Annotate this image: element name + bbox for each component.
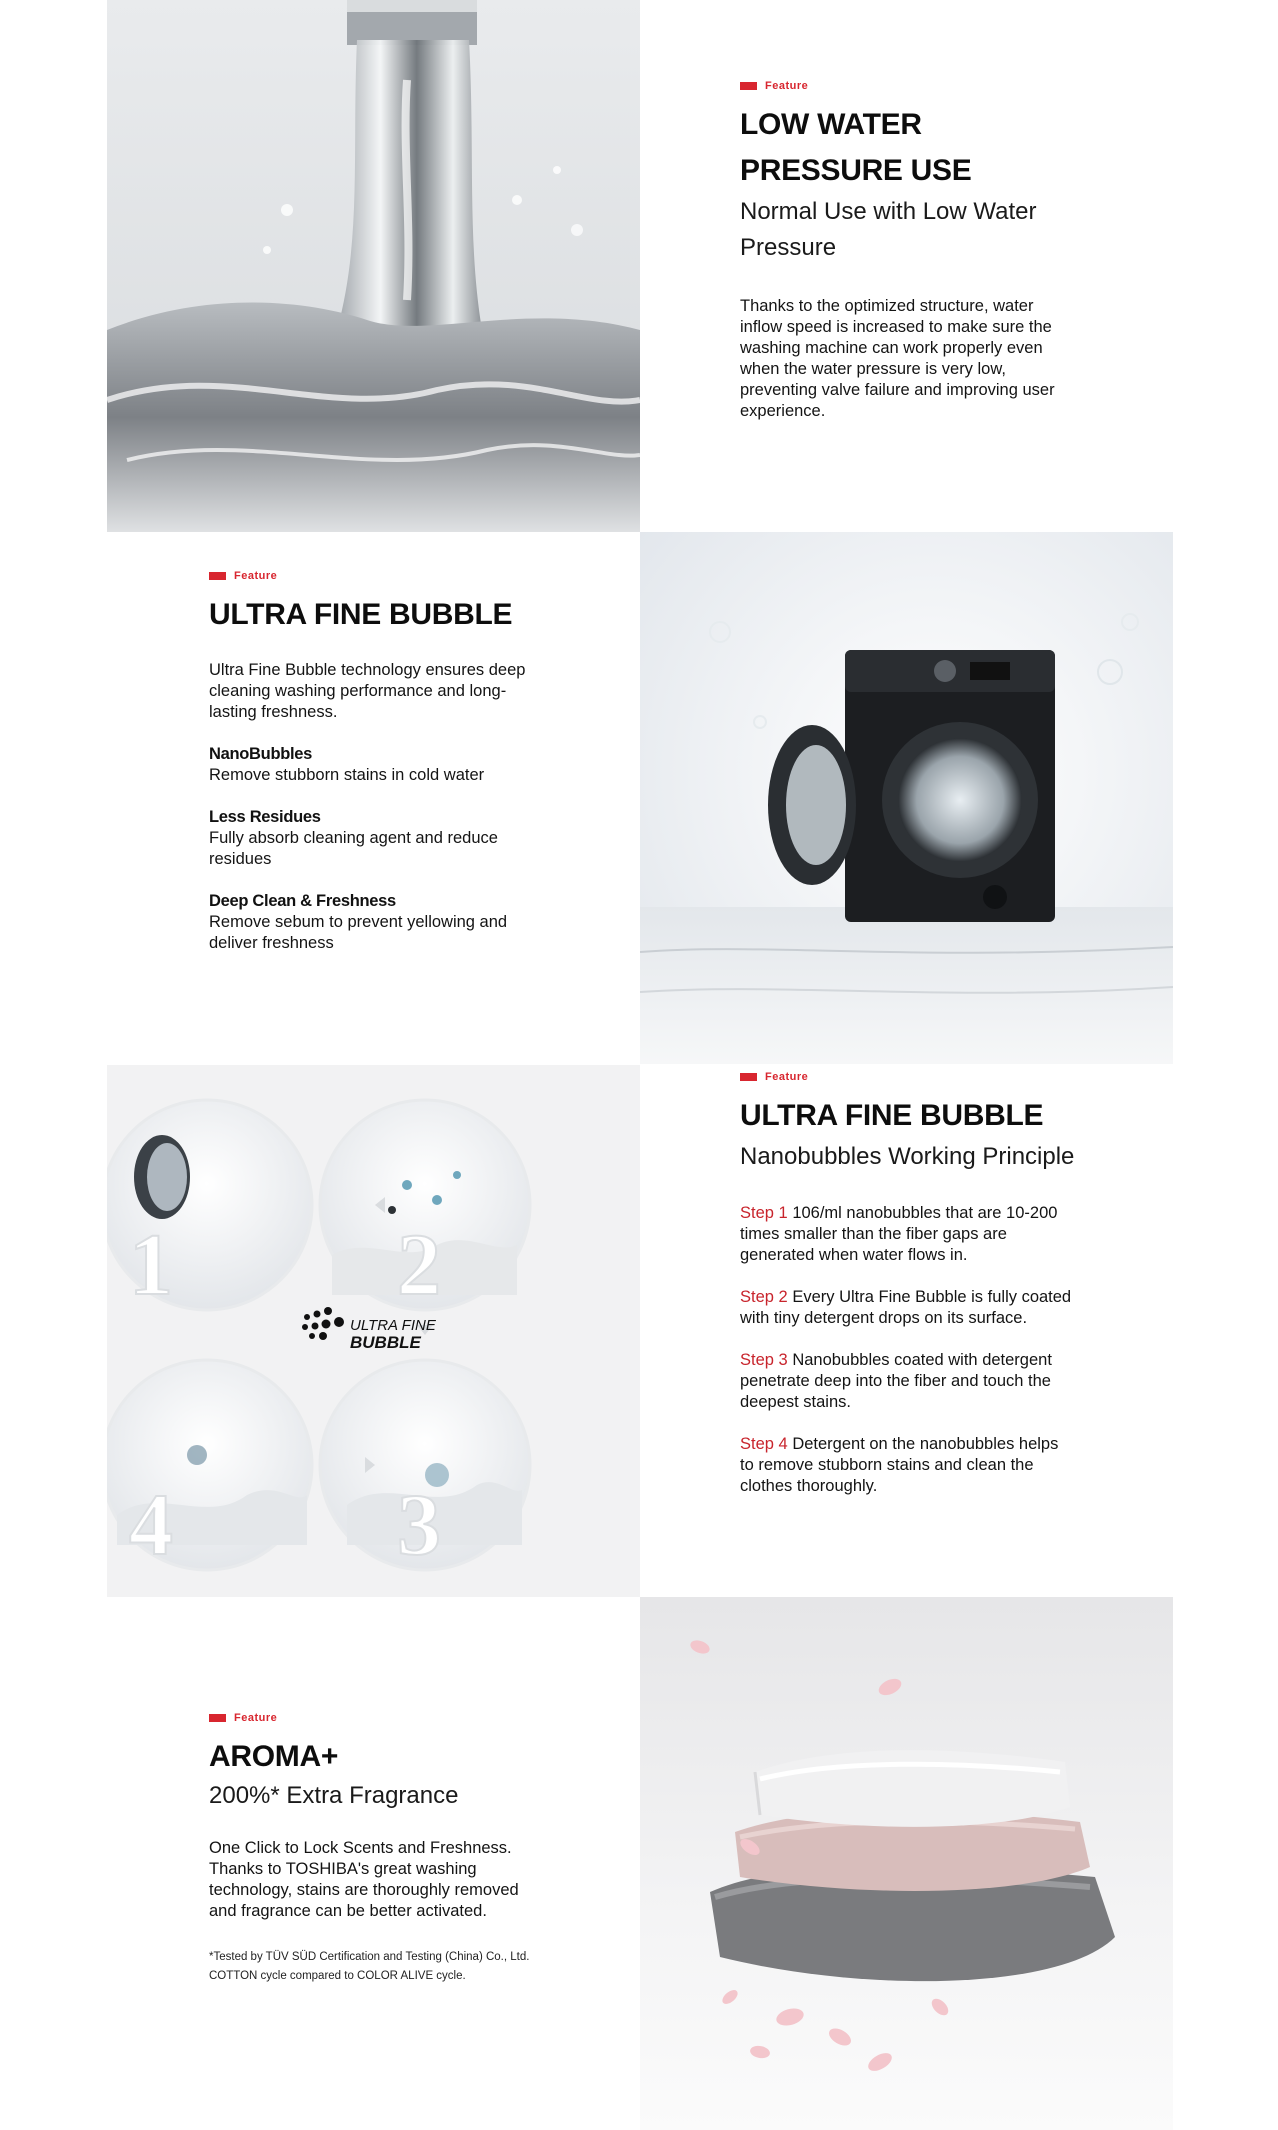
step-label: Step 1 [740, 1204, 788, 1222]
faucet-illustration [107, 0, 640, 532]
water-faucet-image [107, 0, 640, 532]
feature-tag-label: Feature [234, 1712, 278, 1724]
feature-tag-marker [740, 82, 757, 90]
step-text: 106/ml nanobubbles that are 10-200 times smaller than the fiber gaps are generated when water flows in. [740, 1204, 1058, 1264]
aroma-plus-text-panel [107, 1597, 640, 2130]
nanobubble-principle-section [107, 1065, 1173, 1597]
section-description: Ultra Fine Bubble technology ensures deep cleaning washing performance and long-lasting freshness. [209, 661, 526, 721]
section-title: LOW WATER PRESSURE USE [740, 108, 972, 187]
step-text: Every Ultra Fine Bubble is fully coated with tiny detergent drops on its surface. [740, 1288, 1072, 1327]
feature-tag-label: Feature [234, 570, 278, 582]
folded-clothes-illustration [640, 1597, 1173, 2130]
feature-tag-marker [740, 1073, 757, 1081]
section-subtitle: Normal Use with Low Water Pressure [740, 198, 1037, 261]
feature-tag [740, 80, 1075, 92]
feature-tag-marker [209, 572, 226, 580]
step-number-4: 4 [129, 1477, 173, 1574]
feature-tag [740, 1071, 1075, 1083]
section-title: AROMA+ [209, 1740, 339, 1773]
feature-tag-label: Feature [765, 80, 809, 92]
folded-clothes-image [640, 1597, 1173, 2130]
step-number-1: 1 [129, 1217, 173, 1314]
feature-tag-label: Feature [765, 1071, 809, 1083]
feature-item [209, 807, 539, 870]
feature-item-title: Deep Clean & Freshness [209, 892, 396, 910]
washing-machine-image [640, 532, 1173, 1064]
logo-line-2: BUBBLE [350, 1333, 421, 1352]
low-water-pressure-text-panel [640, 0, 1173, 532]
logo-line-1: ULTRA FINE [350, 1317, 436, 1334]
feature-item-text: Remove stubborn stains in cold water [209, 766, 485, 784]
step-item [740, 1350, 1075, 1413]
step-item [740, 1287, 1075, 1329]
section-description: Thanks to the optimized structure, water inflow speed is increased to make sure the washing machine can work properly even when the water pressure is very low, preventing valve failure and improving user experience. [740, 297, 1055, 420]
step-number-2: 2 [397, 1217, 441, 1314]
step-number-3: 3 [397, 1477, 441, 1574]
section-subtitle: Nanobubbles Working Principle [740, 1143, 1075, 1170]
section-title: ULTRA FINE BUBBLE [209, 598, 513, 631]
low-water-pressure-section [107, 0, 1173, 532]
washing-machine-illustration [640, 532, 1173, 1064]
test-footnote: *Tested by TÜV SÜD Certification and Testing (China) Co., Ltd. COTTON cycle compared to COLOR ALIVE cycle. [209, 1951, 530, 1982]
feature-item [209, 744, 539, 786]
aroma-plus-content [209, 1712, 539, 1986]
ultra-fine-bubble-content [209, 570, 539, 954]
section-title: ULTRA FINE BUBBLE [740, 1099, 1044, 1132]
feature-item-text: Fully absorb cleaning agent and reduce residues [209, 829, 498, 868]
step-label: Step 4 [740, 1435, 788, 1453]
low-water-pressure-content [740, 80, 1075, 422]
feature-item-title: Less Residues [209, 808, 321, 826]
step-text: Detergent on the nanobubbles helps to remove stubborn stains and clean the clothes thoroughly. [740, 1435, 1059, 1495]
aroma-plus-section [107, 1597, 1173, 2130]
section-description: One Click to Lock Scents and Freshness. Thanks to TOSHIBA's great washing technology, stains are thoroughly removed and fragrance can be better activated. [209, 1839, 519, 1920]
nanobubble-content [740, 1071, 1075, 1497]
step-text: Nanobubbles coated with detergent penetrate deep into the fiber and touch the deepest stains. [740, 1351, 1052, 1411]
section-subtitle: 200%* Extra Fragrance [209, 1782, 459, 1809]
nanobubble-diagram [107, 1065, 640, 1597]
step-item [740, 1434, 1075, 1497]
ultra-fine-bubble-section [107, 532, 1173, 1064]
step-label: Step 3 [740, 1351, 788, 1369]
step-label: Step 2 [740, 1288, 788, 1306]
step-item [740, 1203, 1075, 1266]
ultra-fine-bubble-text-panel [107, 532, 640, 1064]
feature-item [209, 891, 539, 954]
feature-item-title: NanoBubbles [209, 745, 313, 763]
feature-item-text: Remove sebum to prevent yellowing and deliver freshness [209, 913, 508, 952]
feature-tag [209, 1712, 539, 1724]
ultra-fine-bubble-logo [350, 1317, 436, 1351]
nanobubble-text-panel [640, 1065, 1173, 1597]
feature-tag [209, 570, 539, 582]
feature-tag-marker [209, 1714, 226, 1722]
